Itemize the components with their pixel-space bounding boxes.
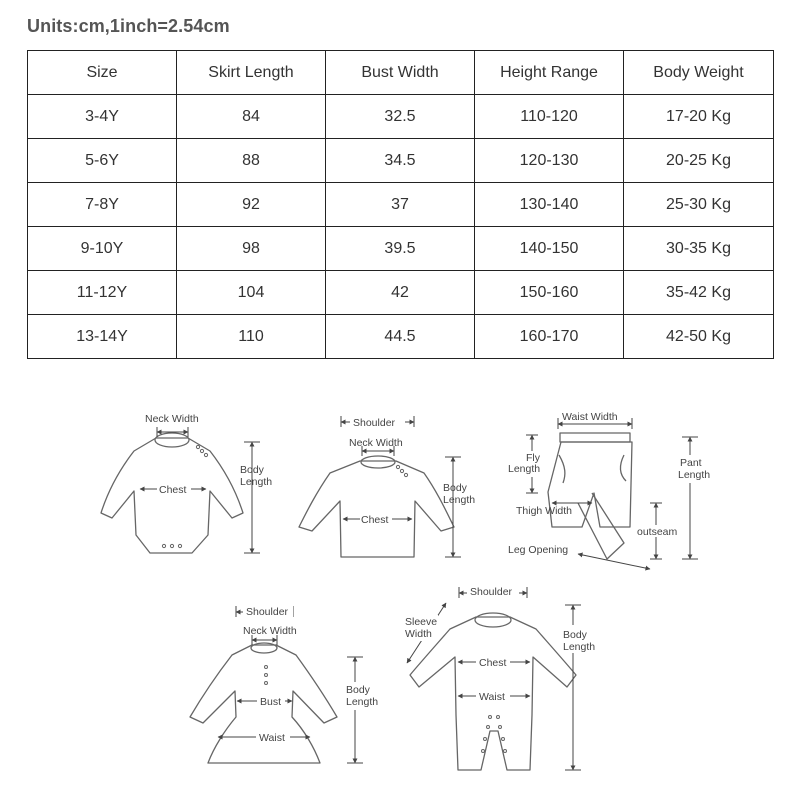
table-cell: 3-4Y	[28, 95, 177, 139]
table-row	[28, 227, 774, 271]
table-cell: 25-30 Kg	[624, 183, 774, 227]
table-cell: 84	[177, 95, 326, 139]
pants-fly-length-label: Length	[508, 463, 541, 475]
romper-waist-label: Waist	[479, 691, 505, 703]
dress-waist-label: Waist	[259, 732, 285, 744]
dress-neck-label: Neck Width	[243, 625, 297, 637]
table-cell: 5-6Y	[28, 139, 177, 183]
bodysuit-neck-label: Neck Width	[145, 413, 199, 425]
pants-thigh-label: Thigh Width	[516, 505, 573, 517]
table-row	[28, 183, 774, 227]
table-header-row	[28, 51, 774, 95]
table-cell: 130-140	[475, 183, 624, 227]
pants-leg-opening-label: Leg Opening	[508, 544, 569, 556]
size-chart-table	[27, 50, 774, 359]
romper-sleeve-label: Sleeve	[405, 616, 438, 628]
header-height-range: Height Range	[475, 51, 624, 95]
top-diagram	[299, 415, 475, 557]
pants-outseam-label: outseam	[637, 526, 678, 538]
bodysuit-length-label: Length	[240, 476, 273, 488]
pants-pant-length-label: Length	[678, 469, 711, 481]
table-cell: 13-14Y	[28, 315, 177, 359]
pants-waist-label: Waist Width	[562, 411, 618, 423]
table-cell: 44.5	[326, 315, 475, 359]
bodysuit-chest-label: Chest	[159, 484, 187, 496]
table-cell: 160-170	[475, 315, 624, 359]
table-row	[28, 139, 774, 183]
header-skirt-length: Skirt Length	[177, 51, 326, 95]
top-neck-label: Neck Width	[349, 437, 403, 449]
pants-pant-label: Pant	[680, 457, 702, 469]
table-cell: 140-150	[475, 227, 624, 271]
dress-diagram	[190, 605, 384, 763]
pants-fly-label: Fly	[526, 452, 540, 464]
units-note: Units:cm,1inch=2.54cm	[27, 16, 230, 36]
table-cell: 42-50 Kg	[624, 315, 774, 359]
romper-chest-label: Chest	[479, 657, 507, 669]
romper-diagram	[402, 585, 601, 770]
table-cell: 34.5	[326, 139, 475, 183]
dress-bust-label: Bust	[260, 696, 282, 708]
pants-diagram	[508, 410, 716, 569]
header-bust-width: Bust Width	[326, 51, 475, 95]
bodysuit-body-label: Body	[240, 464, 264, 476]
table-row	[28, 271, 774, 315]
table-cell: 150-160	[475, 271, 624, 315]
dress-shoulder-label: Shoulder	[246, 606, 289, 618]
romper-sleeve-width-label: Width	[405, 628, 432, 640]
table-row	[28, 95, 774, 139]
table-cell: 104	[177, 271, 326, 315]
header-size: Size	[28, 51, 177, 95]
table-cell: 20-25 Kg	[624, 139, 774, 183]
table-cell: 32.5	[326, 95, 475, 139]
table-row	[28, 315, 774, 359]
table-cell: 110-120	[475, 95, 624, 139]
table-cell: 37	[326, 183, 475, 227]
header-body-weight: Body Weight	[624, 51, 774, 95]
bodysuit-diagram	[101, 413, 272, 553]
table-cell: 7-8Y	[28, 183, 177, 227]
table-cell: 30-35 Kg	[624, 227, 774, 271]
table-cell: 11-12Y	[28, 271, 177, 315]
top-body-label: Body	[443, 482, 467, 494]
dress-length-label: Length	[346, 696, 379, 708]
top-chest-label: Chest	[361, 514, 389, 526]
table-cell: 42	[326, 271, 475, 315]
table-cell: 17-20 Kg	[624, 95, 774, 139]
table-cell: 9-10Y	[28, 227, 177, 271]
table-cell: 110	[177, 315, 326, 359]
romper-shoulder-label: Shoulder	[470, 586, 513, 598]
dress-body-label: Body	[346, 684, 370, 696]
table-cell: 39.5	[326, 227, 475, 271]
table-cell: 98	[177, 227, 326, 271]
table-cell: 88	[177, 139, 326, 183]
top-length-label: Length	[443, 494, 476, 506]
table-cell: 92	[177, 183, 326, 227]
table-cell: 120-130	[475, 139, 624, 183]
romper-body-label: Body	[563, 629, 587, 641]
measurement-diagrams	[0, 395, 800, 800]
romper-length-label: Length	[563, 641, 596, 653]
top-shoulder-label: Shoulder	[353, 417, 396, 429]
table-cell: 35-42 Kg	[624, 271, 774, 315]
